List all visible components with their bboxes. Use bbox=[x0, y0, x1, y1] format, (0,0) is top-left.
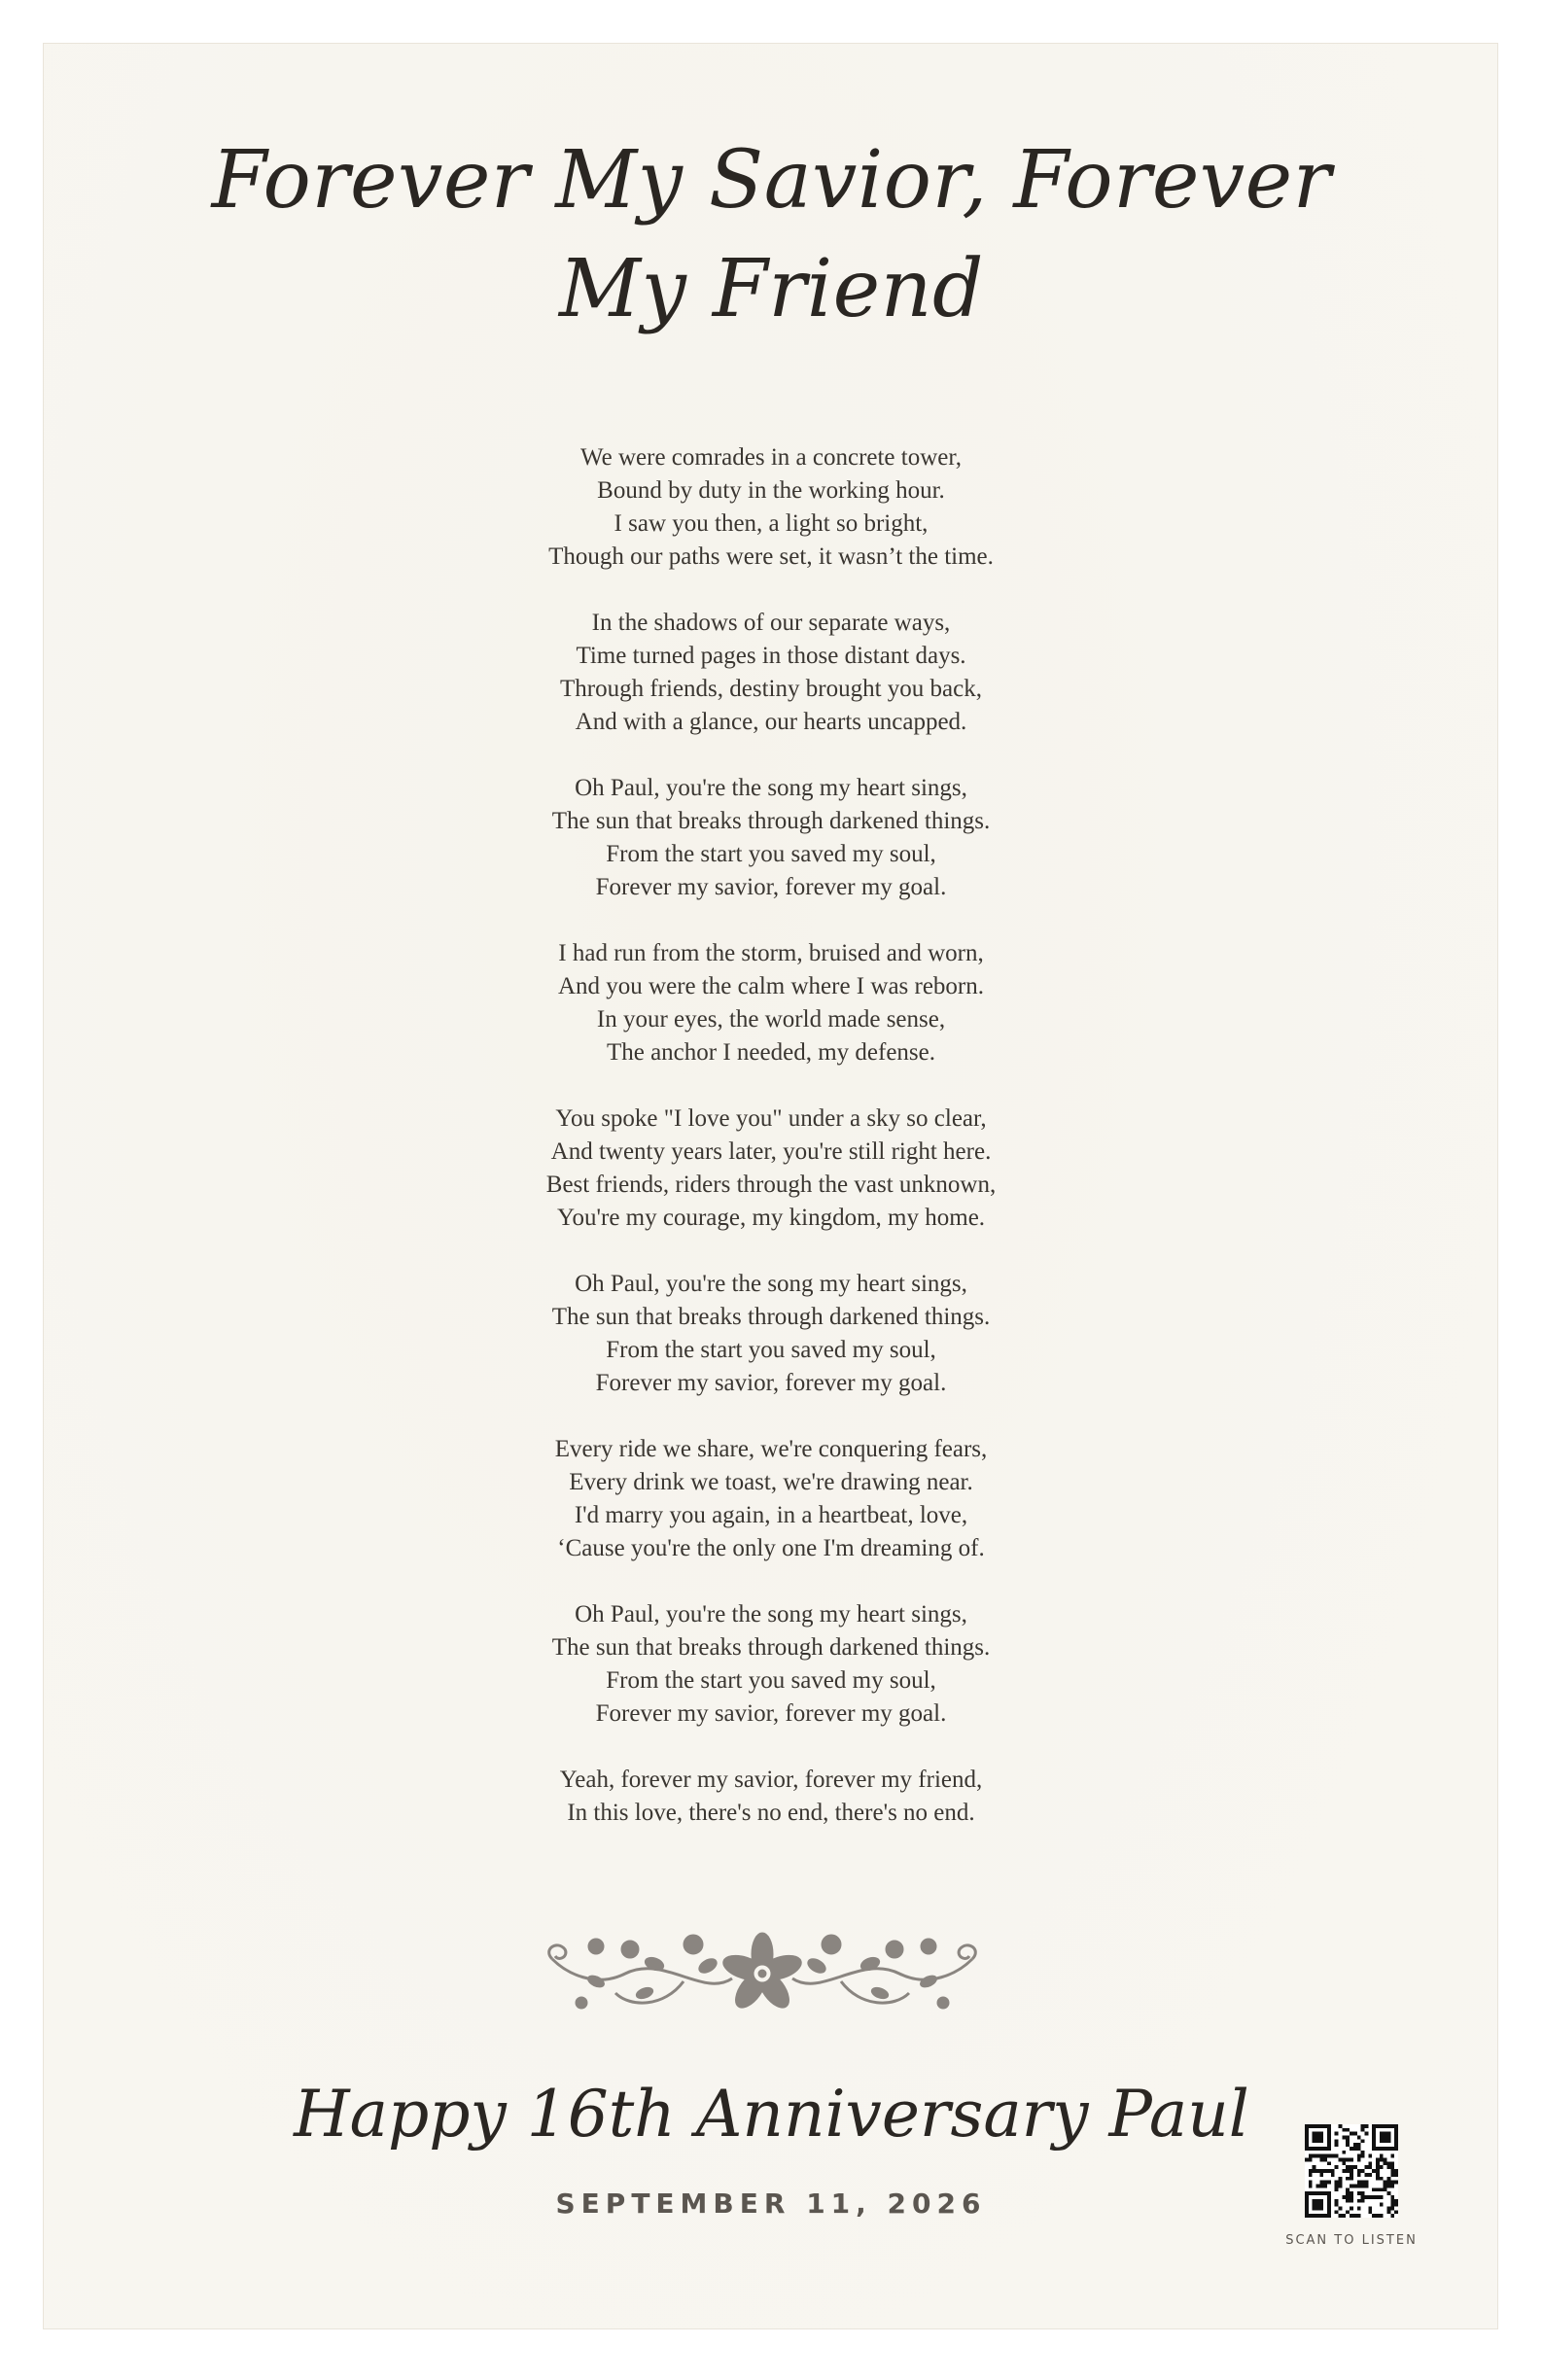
lyric-line: Though our paths were set, it wasn’t the time. bbox=[548, 543, 994, 570]
lyric-line: Every drink we toast, we're drawing near. bbox=[569, 1469, 973, 1495]
lyric-line: Oh Paul, you're the song my heart sings, bbox=[575, 775, 967, 801]
stanza bbox=[333, 1268, 1209, 1400]
stanza bbox=[333, 937, 1209, 1069]
lyric-line: And twenty years later, you're still right here. bbox=[550, 1138, 992, 1165]
lyric-line: Through friends, destiny brought you back, bbox=[560, 676, 982, 702]
lyrics-body bbox=[333, 441, 1209, 1863]
qr-code-icon[interactable] bbox=[1305, 2124, 1398, 2218]
stanza bbox=[333, 607, 1209, 739]
lyric-line: In this love, there's no end, there's no end. bbox=[567, 1800, 975, 1826]
stanza bbox=[333, 772, 1209, 904]
floral-divider-icon bbox=[538, 1925, 987, 2022]
lyric-line: Forever my savior, forever my goal. bbox=[595, 1370, 947, 1396]
stanza bbox=[333, 1433, 1209, 1565]
lyric-line: I'd marry you again, in a heartbeat, love, bbox=[574, 1502, 968, 1528]
lyric-line: In the shadows of our separate ways, bbox=[591, 610, 951, 636]
lyric-line: You spoke "I love you" under a sky so clear, bbox=[555, 1105, 987, 1132]
lyric-line: And with a glance, our hearts uncapped. bbox=[575, 709, 967, 735]
lyric-line: In your eyes, the world made sense, bbox=[596, 1006, 946, 1032]
poem-title: Forever My Savior, Forever My Friend bbox=[211, 134, 1332, 335]
lyric-line: You're my courage, my kingdom, my home. bbox=[556, 1205, 986, 1231]
lyric-line: The sun that breaks through darkened things. bbox=[551, 1304, 991, 1330]
lyric-line: Best friends, riders through the vast unknown, bbox=[545, 1172, 997, 1198]
lyric-line: From the start you saved my soul, bbox=[606, 1667, 936, 1694]
lyric-line: Time turned pages in those distant days. bbox=[576, 643, 966, 669]
lyric-line: And you were the calm where I was reborn. bbox=[557, 973, 985, 999]
lyric-line: Yeah, forever my savior, forever my friend, bbox=[559, 1767, 983, 1793]
stanza bbox=[333, 1102, 1209, 1235]
lyric-line: ‘Cause you're the only one I'm dreaming of. bbox=[557, 1535, 985, 1561]
lyric-line: The sun that breaks through darkened things. bbox=[551, 808, 991, 834]
dedication-line: Happy 16th Anniversary Paul bbox=[294, 2077, 1249, 2152]
lyric-line: From the start you saved my soul, bbox=[606, 841, 936, 867]
lyric-line: I saw you then, a light so bright, bbox=[614, 510, 929, 537]
stanza bbox=[333, 441, 1209, 574]
lyric-line: The anchor I needed, my defense. bbox=[606, 1039, 936, 1066]
lyric-line: From the start you saved my soul, bbox=[606, 1337, 936, 1363]
stanza bbox=[333, 1598, 1209, 1731]
lyric-line: The sun that breaks through darkened things. bbox=[551, 1634, 991, 1661]
lyric-line: Forever my savior, forever my goal. bbox=[595, 1700, 947, 1727]
scan-to-listen-label: SCAN TO LISTEN bbox=[1285, 2233, 1418, 2248]
lyric-line: Forever my savior, forever my goal. bbox=[595, 874, 947, 900]
lyric-line: Bound by duty in the working hour. bbox=[597, 477, 945, 504]
lyric-line: Oh Paul, you're the song my heart sings, bbox=[575, 1271, 967, 1297]
lyric-line: Oh Paul, you're the song my heart sings, bbox=[575, 1601, 967, 1628]
lyric-line: We were comrades in a concrete tower, bbox=[580, 444, 962, 471]
lyric-line: Every ride we share, we're conquering fears, bbox=[554, 1436, 988, 1462]
stanza bbox=[333, 1764, 1209, 1830]
date-line: SEPTEMBER 11, 2026 bbox=[555, 2188, 987, 2220]
lyric-line: I had run from the storm, bruised and worn, bbox=[558, 940, 984, 966]
